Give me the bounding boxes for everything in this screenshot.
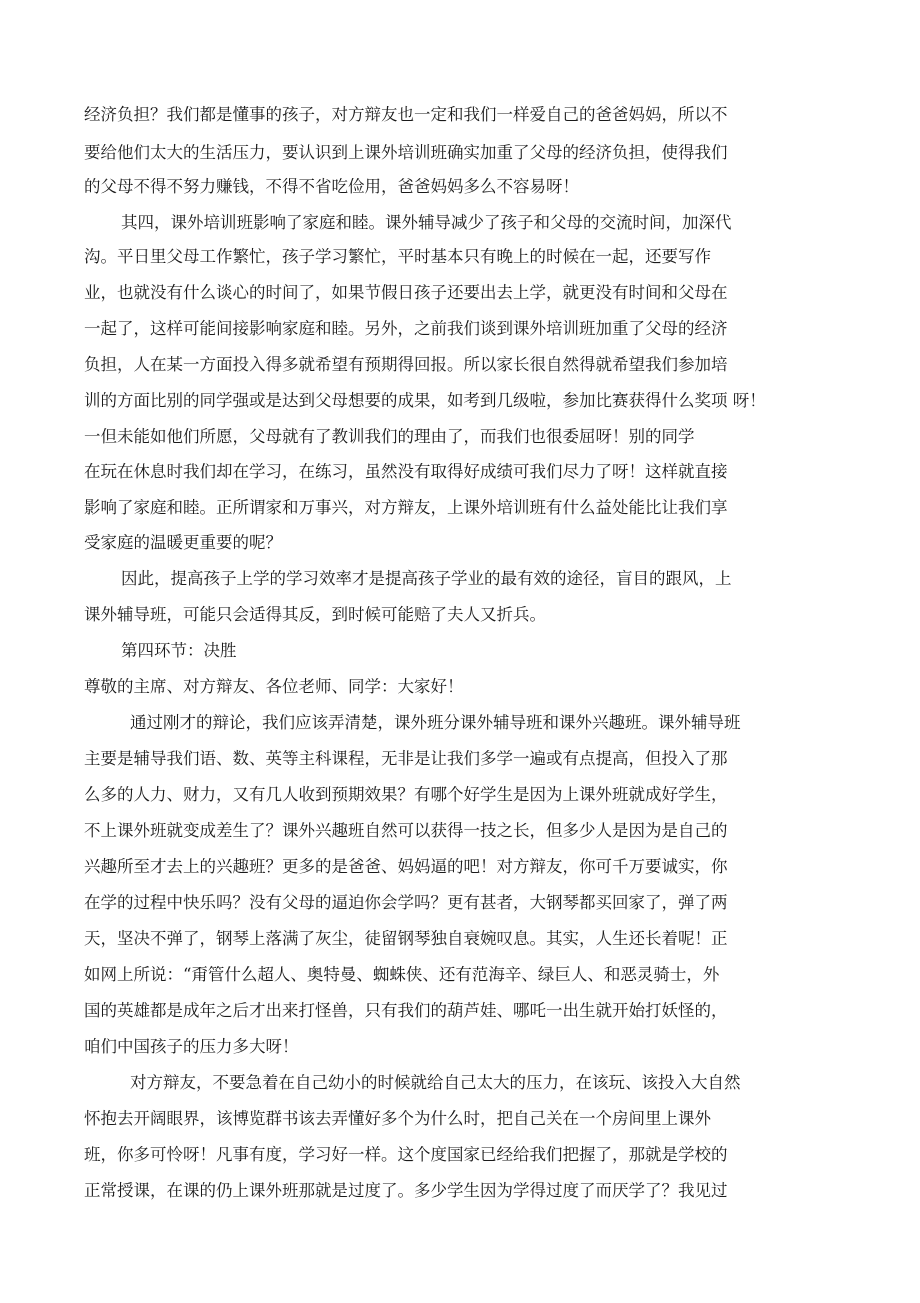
text-line: 不上课外班就变成差生了？课外兴趣班自然可以获得一技之长，但多少人是因为是自己的 [84,821,728,840]
text-line: 国的英雄都是成年之后才出来打怪兽，只有我们的葫芦娃、哪吒一出生就开始打妖怪的， [84,1001,728,1020]
text-line: 对方辩友，不要急着在自己幼小的时候就给自己太大的压力，在该玩、该投入大自然 [130,1073,741,1092]
text-line: 其四，课外培训班影响了家庭和睦。课外辅导减少了孩子和父母的交流时间，加深代 [121,213,732,232]
text-line: 在玩在休息时我们却在学习，在练习，虽然没有取得好成绩可我们尽力了呀！这样就直接 [84,462,728,481]
text-line: 在学的过程中快乐吗？没有父母的逼迫你会学吗？更有甚者，大钢琴都买回家了，弹了两 [84,893,728,912]
text-line: 课外辅导班，可能只会适得其反，到时候可能赔了夫人又折兵。 [84,605,546,624]
text-line: 班，你多可怜呀！凡事有度，学习好一样。这个度国家已经给我们把握了，那就是学校的 [84,1145,728,1164]
text-line: 业，也就没有什么谈心的时间了，如果节假日孩子还要出去上学，就更没有时间和父母在 [84,283,728,302]
text-line: 如网上所说：“甭管什么超人、奥特曼、蜘蛛侠、还有范海辛、绿巨人、和恶灵骑士，外 [84,965,720,984]
text-line: 么多的人力、财力，又有几人收到预期效果？有哪个好学生是因为上课外班就成好学生， [84,785,728,804]
text-line: 主要是辅导我们语、数、英等主科课程，无非是让我们多学一遍或有点提高，但投入了那 [84,749,728,768]
text-line: 要给他们太大的生活压力，要认识到上课外培训班确实加重了父母的经济负担，使得我们 [84,143,728,162]
text-line: 的父母不得不努力赚钱，不得不省吃俭用，爸爸妈妈多么不容易呀！ [84,177,579,196]
text-line: 一起了，这样可能间接影响家庭和睦。另外，之前我们谈到课外培训班加重了父母的经济 [84,319,728,338]
text-line: 怀抱去开阔眼界，该博览群书该去弄懂好多个为什么时，把自己关在一个房间里上课外 [84,1109,711,1128]
text-line: 沟。平日里父母工作繁忙，孩子学习繁忙，平时基本只有晚上的时候在一起，还要写作 [84,247,711,266]
text-line: 负担，人在某一方面投入得多就希望有预期得回报。所以家长很自然得就希望我们参加培 [84,355,728,374]
text-line: 训的方面比别的同学强或是达到父母想要的成果，如考到几级啦，参加比赛获得什么奖项 呀！ [84,391,766,410]
section-heading: 第四环节：决胜 [121,641,237,660]
text-line: 受家庭的温暖更重要的呢？ [84,533,282,552]
text-line: 通过刚才的辩论，我们应该弄清楚，课外班分课外辅导班和课外兴趣班。课外辅导班 [130,713,741,732]
text-line: 因此，提高孩子上学的学习效率才是提高孩子学业的最有效的途径，盲目的跟风，上 [121,569,732,588]
text-line: 影响了家庭和睦。正所谓家和万事兴，对方辩友，上课外培训班有什么益处能比让我们享 [84,498,728,517]
text-line: 正常授课，在课的仍上课外班那就是过度了。多少学生因为学得过度了而厌学了？我见过 [84,1181,728,1200]
text-line: 咱们中国孩子的压力多大呀！ [84,1037,299,1056]
text-line: 一但未能如他们所愿，父母就有了教训我们的理由了，而我们也很委屈呀！别的同学 [84,427,695,446]
text-line: 兴趣所至才去上的兴趣班？更多的是爸爸、妈妈逼的吧！对方辩友，你可千万要诚实，你 [84,857,728,876]
text-line: 经济负担？我们都是懂事的孩子，对方辩友也一定和我们一样爱自己的爸爸妈妈，所以不 [84,105,728,124]
text-line: 天，坚决不弹了，钢琴上落满了灰尘，徒留钢琴独自衰婉叹息。其实，人生还长着呢！正 [84,929,728,948]
salutation: 尊敬的主席、对方辩友、各位老师、同学：大家好！ [84,677,464,696]
